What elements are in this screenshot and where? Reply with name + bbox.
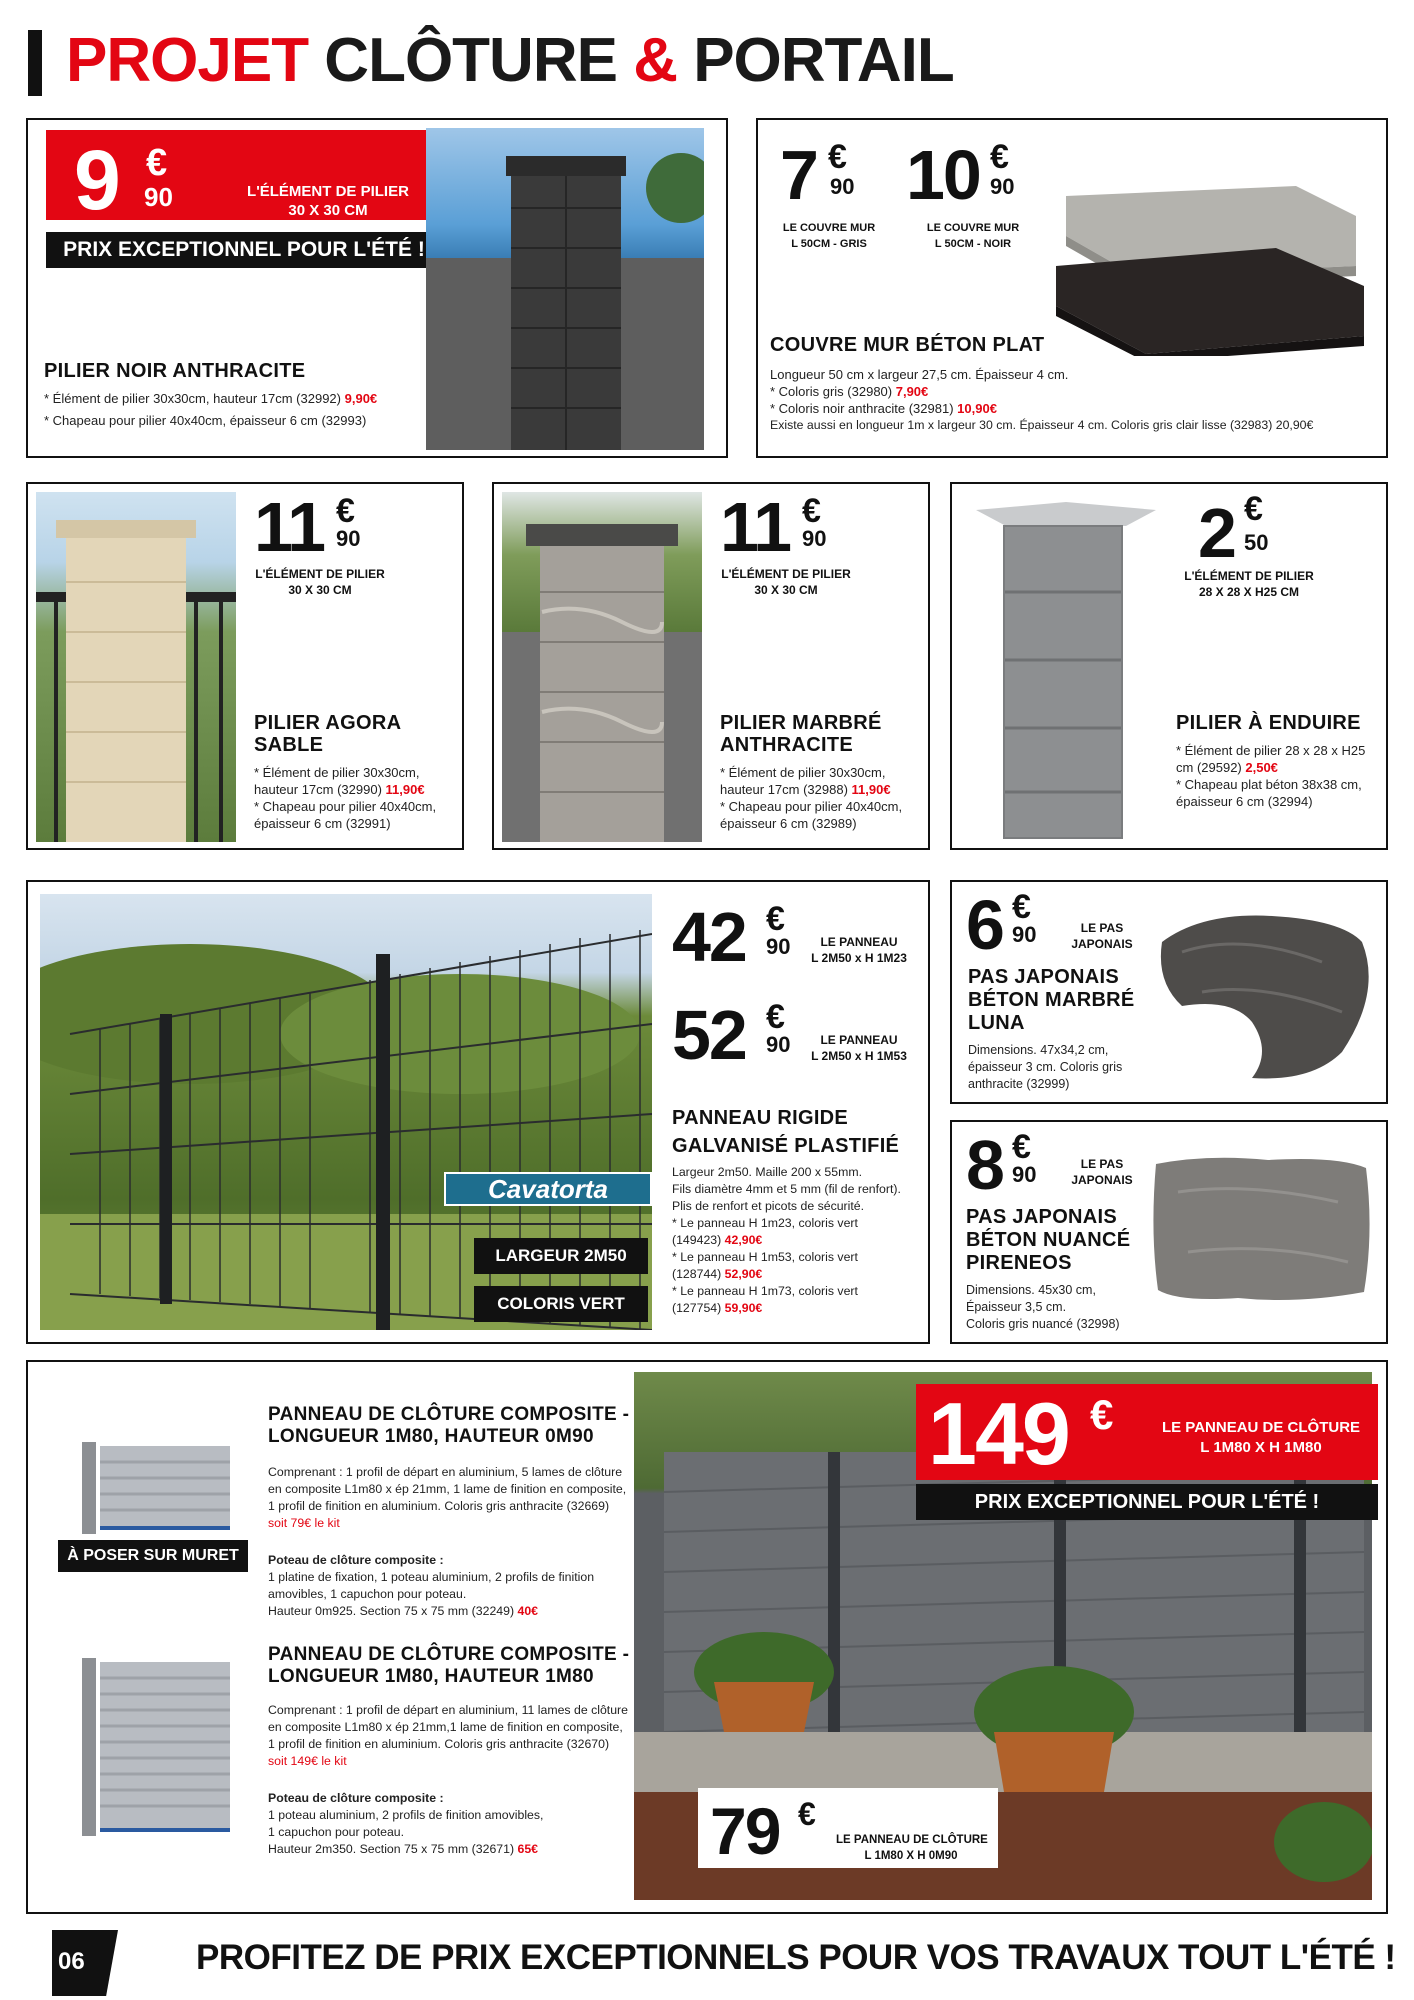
pas-luna-card xyxy=(950,880,1388,1104)
panel-a-desc: Comprenant : 1 profil de départ en aluminium, 5 lames de clôture en composite L1m80 x ép 21mm, 1 lame de finition en composite, 1 profil de finition en aluminium. Coloris gris anthracite (32669) soit 79€ le kit xyxy=(268,1465,627,1530)
price-euro: € xyxy=(802,492,821,530)
price-cents: 90 xyxy=(144,182,173,212)
price-integer: 8 xyxy=(966,1126,1003,1204)
desc-1: Longueur 50 cm x largeur 27,5 cm. Épaisseur 4 cm. xyxy=(770,367,1069,382)
price2-cents: 90 xyxy=(990,174,1015,199)
price-integer: 6 xyxy=(966,886,1003,964)
product-title: PAS JAPONAIS BÉTON MARBRÉ LUNA xyxy=(968,966,1135,1034)
price1-euro: € xyxy=(766,900,785,938)
product-desc: Dimensions. 45x30 cm, Épaisseur 3,5 cm. Coloris gris nuancé (32998) xyxy=(966,1283,1120,1331)
big-price-label: LE PANNEAU DE CLÔTURE L 1M80 X H 1M80 xyxy=(1161,1419,1361,1456)
price-euro: € xyxy=(1012,1128,1031,1166)
product-title: PILIER AGORA SABLE xyxy=(254,712,402,756)
product-desc: * Élément de pilier 30x30cm, hauteur 17cm (32990) 11,90€ * Chapeau pour pilier 40x40cm, épaisseur 6 cm (32991) xyxy=(254,765,437,831)
couvre-mur-card xyxy=(756,118,1388,458)
product-title: COUVRE MUR BÉTON PLAT xyxy=(770,334,1045,356)
unit-label: L'ÉLÉMENT DE PILIER 28 X 28 X H25 CM xyxy=(1184,569,1314,599)
page-title: PROJET CLÔTURE & PORTAIL xyxy=(66,26,954,95)
desc-4: Existe aussi en longueur 1m x largeur 30 cm. Épaisseur 4 cm. Coloris gris clair lisse (32983) 20,90€ xyxy=(770,418,1314,432)
price-euro: € xyxy=(1244,490,1263,528)
big-price-euro: € xyxy=(1090,1391,1114,1438)
price-cents: 90 xyxy=(1012,922,1037,947)
small-price-integer: 79 xyxy=(710,1794,780,1868)
product-title: PILIER À ENDUIRE xyxy=(1176,712,1361,734)
product-title: PAS JAPONAIS BÉTON NUANCÉ PIRENEOS xyxy=(966,1206,1131,1274)
panel-a-title: PANNEAU DE CLÔTURE COMPOSITE - LONGUEUR 1M80, HAUTEUR 0M90 xyxy=(268,1404,630,1447)
page-number: 06 xyxy=(58,1948,85,1975)
header-bar xyxy=(28,30,42,96)
couvre-mur-image xyxy=(1056,156,1376,356)
price2-integer: 52 xyxy=(672,996,746,1074)
price2-euro: € xyxy=(990,138,1009,176)
tag-coloris: COLORIS VERT xyxy=(474,1286,648,1322)
price-cents: 90 xyxy=(336,526,361,551)
marbre-photo xyxy=(502,492,702,842)
product-desc: Dimensions. 47x34,2 cm, épaisseur 3 cm. Coloris gris anthracite (32999) xyxy=(968,1043,1123,1091)
unit-label: LE PAS JAPONAIS xyxy=(1071,921,1133,951)
price-integer: 9 xyxy=(74,133,119,227)
small-price-euro: € xyxy=(798,1796,816,1832)
panel-b-title: PANNEAU DE CLÔTURE COMPOSITE - LONGUEUR 1M80, HAUTEUR 1M80 xyxy=(268,1644,630,1687)
pilier-noir-image xyxy=(426,128,704,450)
panneau-rigide-card xyxy=(26,880,930,1344)
unit-label: LE PAS JAPONAIS xyxy=(1071,1157,1133,1187)
exceptional-banner: PRIX EXCEPTIONNEL POUR L'ÉTÉ ! xyxy=(46,232,442,268)
panel-180-image xyxy=(64,1652,244,1842)
price2-cents: 90 xyxy=(766,1032,791,1057)
price-cents: 90 xyxy=(802,526,827,551)
desc-2: * Coloris gris (32980) 7,90€ xyxy=(770,384,929,399)
pilier-noir-card xyxy=(26,118,728,458)
enduire-image xyxy=(966,492,1166,842)
composite-card xyxy=(26,1360,1388,1914)
product-title: PILIER MARBRÉ ANTHRACITE xyxy=(720,712,882,756)
price1-euro: € xyxy=(828,138,847,176)
price-cents: 90 xyxy=(1012,1162,1037,1187)
big-price-integer: 149 xyxy=(928,1384,1069,1483)
panel-b-poteau: Poteau de clôture composite : 1 poteau aluminium, 2 profils de finition amovibles, 1 capuchon pour poteau. Hauteur 2m350. Section 75 x 75 mm (32671) 65€ xyxy=(268,1791,544,1856)
price2-label: LE PANNEAU L 2M50 x H 1M53 xyxy=(811,1033,907,1063)
price1-cents: 90 xyxy=(766,934,791,959)
panel-090-image xyxy=(64,1432,244,1542)
tag-muret: À POSER SUR MURET xyxy=(58,1540,248,1572)
price1-integer: 7 xyxy=(780,136,817,214)
product-desc: * Élément de pilier 30x30cm, hauteur 17cm (32988) 11,90€ * Chapeau pour pilier 40x40cm, épaisseur 6 cm (32989) xyxy=(720,765,903,831)
price-cents: 50 xyxy=(1244,530,1269,555)
price-integer: 2 xyxy=(1198,494,1235,572)
pilier-agora-card xyxy=(26,482,464,850)
product-title: PILIER NOIR ANTHRACITE xyxy=(44,360,306,382)
price2-euro: € xyxy=(766,998,785,1036)
price-euro: € xyxy=(336,492,355,530)
price2-label: LE COUVRE MUR L 50CM - NOIR xyxy=(926,222,1020,250)
product-desc: * Élément de pilier 28 x 28 x H25 cm (29592) 2,50€ * Chapeau plat béton 38x38 cm, épaisseur 6 cm (32994) xyxy=(1176,743,1366,809)
unit-label: L'ÉLÉMENT DE PILIER 30 X 30 CM xyxy=(247,183,409,219)
footer-slogan: PROFITEZ DE PRIX EXCEPTIONNELS POUR VOS TRAVAUX TOUT L'ÉTÉ ! xyxy=(196,1938,1396,1977)
product-desc-2: * Chapeau pour pilier 40x40cm, épaisseur 6 cm (32993) xyxy=(44,413,367,428)
price2-integer: 10 xyxy=(906,136,980,214)
price-integer: 11 xyxy=(720,488,790,566)
price1-label: LE PANNEAU L 2M50 x H 1M23 xyxy=(811,935,907,965)
price-euro: € xyxy=(146,142,168,184)
unit-label: L'ÉLÉMENT DE PILIER 30 X 30 CM xyxy=(721,567,851,597)
product-title: PANNEAU RIGIDE GALVANISÉ PLASTIFIÉ xyxy=(672,1107,900,1157)
price-integer: 11 xyxy=(254,488,324,566)
luna-stone-image xyxy=(1142,902,1382,1082)
agora-photo xyxy=(36,492,236,842)
price1-label: LE COUVRE MUR L 50CM - GRIS xyxy=(782,222,876,250)
unit-label: L'ÉLÉMENT DE PILIER 30 X 30 CM xyxy=(255,567,385,597)
pilier-marbre-card xyxy=(492,482,930,850)
small-price-label: LE PANNEAU DE CLÔTURE L 1M80 X H 0M90 xyxy=(836,1834,988,1862)
pireneos-stone-image xyxy=(1148,1152,1378,1312)
panel-a-poteau: Poteau de clôture composite : 1 platine de fixation, 1 poteau aluminium, 2 profils de finition amovibles, 1 capuchon pour poteau. Hauteur 0m925. Section 75 x 75 mm (32249) 40€ xyxy=(268,1553,595,1618)
product-desc: Largeur 2m50. Maille 200 x 55mm. Fils diamètre 4mm et 5 mm (fil de renfort). Plis de renfort et picots de sécurité. * Le panneau H 1m23, coloris vert (149423) 42,90€ * Le panneau H 1m53, coloris vert (128744) 52,90€ * Le panneau H 1m73, coloris vert (127754) 59,90€ xyxy=(672,1165,901,1315)
pilier-enduire-card xyxy=(950,482,1388,850)
price1-cents: 90 xyxy=(830,174,855,199)
panel-b-desc: Comprenant : 1 profil de départ en aluminium, 11 lames de clôture en composite L1m80 x ép 21mm,1 lame de finition en composite, 1 profil de finition en aluminium. Coloris gris anthracite (32670) soit 149€ le kit xyxy=(268,1703,628,1768)
product-photo xyxy=(426,128,704,450)
pas-pireneos-card xyxy=(950,1120,1388,1344)
desc-3: * Coloris noir anthracite (32981) 10,90€ xyxy=(770,401,997,416)
big-exceptional-banner: PRIX EXCEPTIONNEL POUR L'ÉTÉ ! xyxy=(916,1484,1378,1520)
price1-integer: 42 xyxy=(672,898,746,976)
tag-largeur: LARGEUR 2M50 xyxy=(474,1238,648,1274)
product-desc-1: * Élément de pilier 30x30cm, hauteur 17cm (32992) 9,90€ xyxy=(44,391,378,406)
brand-logo: Cavatorta xyxy=(444,1172,652,1206)
price-euro: € xyxy=(1012,888,1031,926)
